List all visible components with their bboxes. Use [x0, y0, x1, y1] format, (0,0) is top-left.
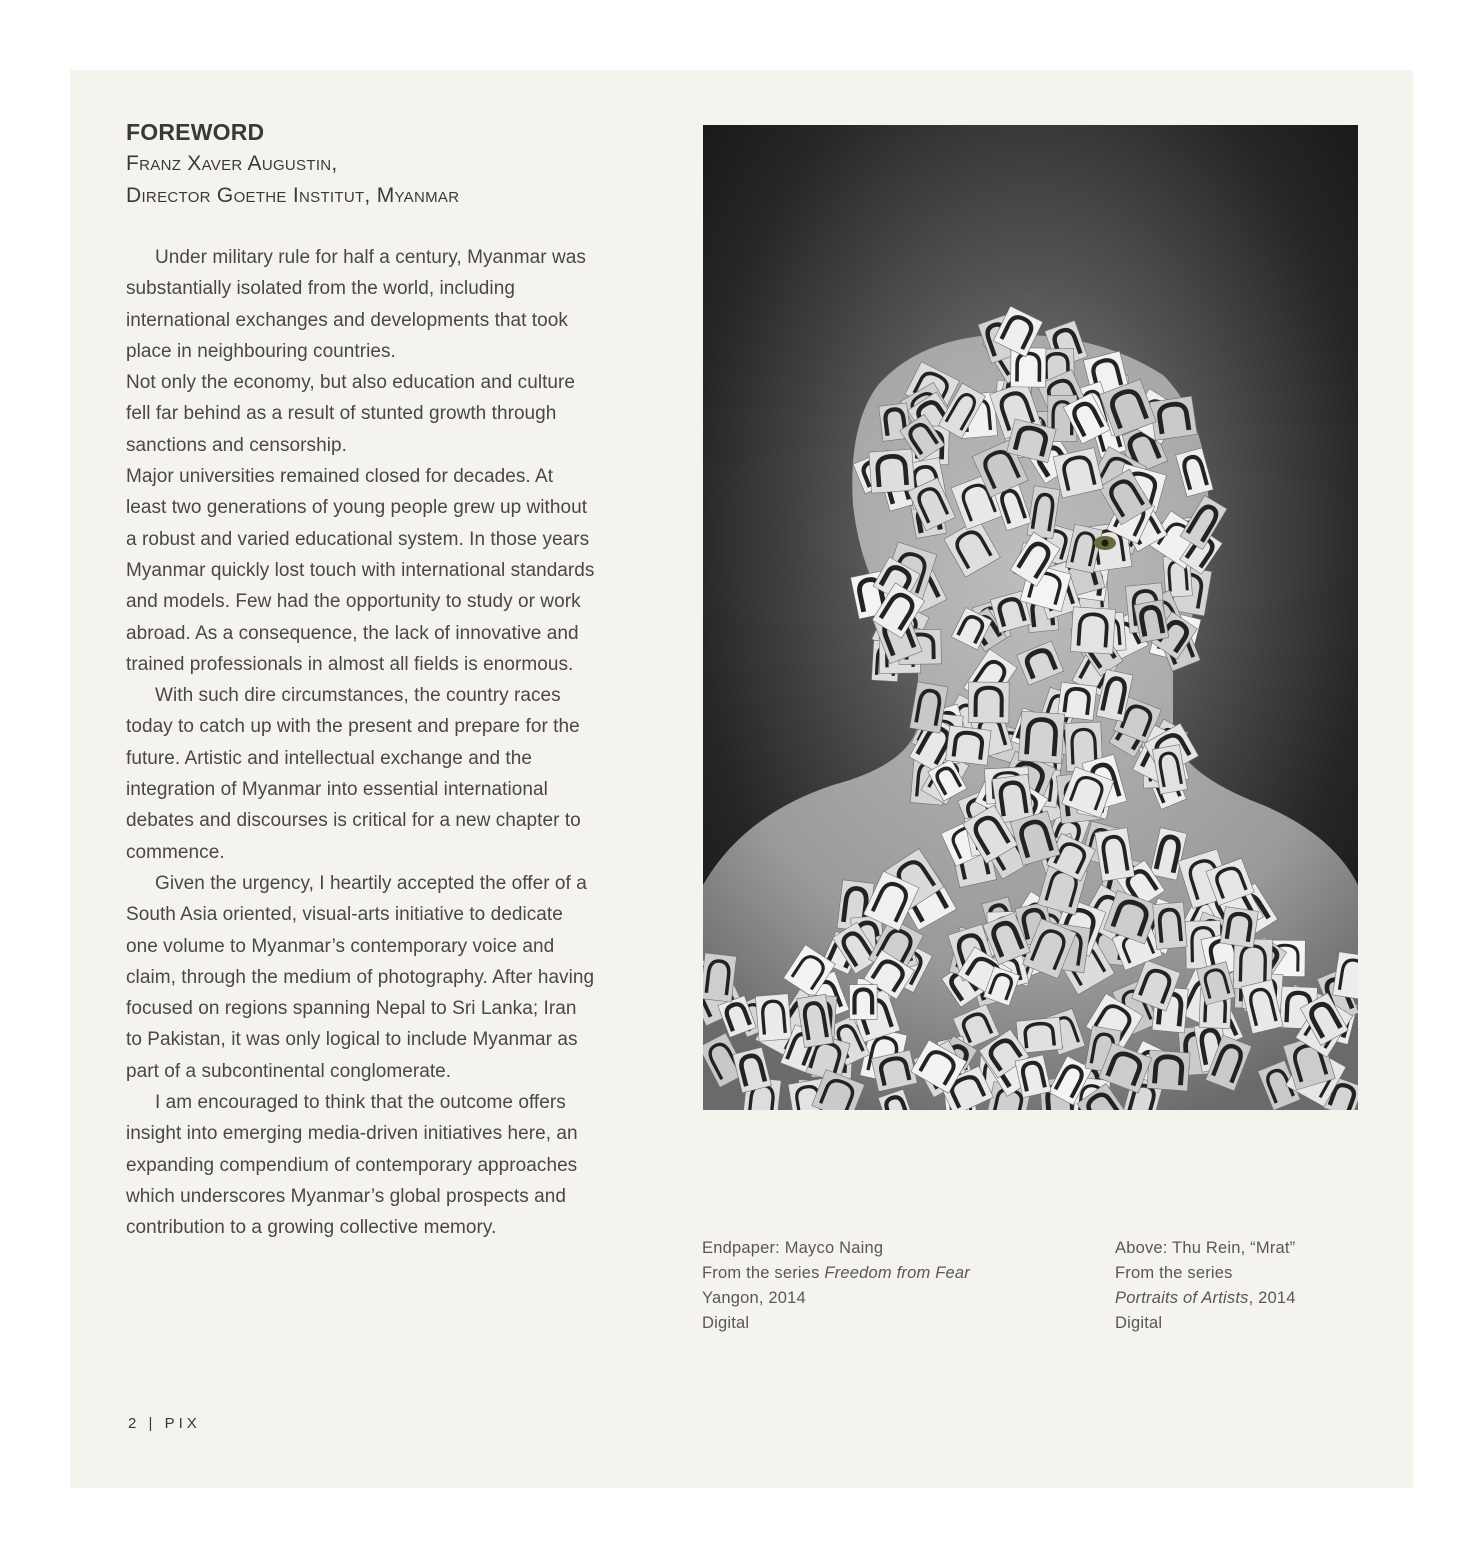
page [70, 70, 1413, 1488]
foreword-column [126, 118, 596, 1244]
author-title: Director Goethe Institut, Myanmar [126, 184, 460, 207]
caption-line: From the series [1115, 1264, 1233, 1282]
series-title: Portraits of Artists [1115, 1289, 1249, 1307]
caption-line: Digital [1115, 1314, 1163, 1332]
portrait-image [703, 125, 1358, 1110]
paragraph: Major universities remained closed for decades. At least two generations of young people grew up without a robust and varied educational system. In those years Myanmar quickly lost touch with international standards and models. Few had the opportunity to study or work abroad. As a consequence, the lack of innovative and trained professionals in almost all fields is enormous. [126, 466, 595, 675]
paragraph: Given the urgency, I heartily accepted the offer of a South Asia oriented, visual-arts initiative to dedicate one volume to Myanmar’s contemporary voice and claim, through the medium of photography. After having focused on regions spanning Nepal to Sri Lanka; Iran to Pakistan, it was only logical to include Myanmar as part of a subcontinental conglomerate. [126, 872, 595, 1082]
paragraph: Under military rule for half a century, Myanmar was substantially isolated from the world, including international exchanges and developments that took place in neighbouring countries. [126, 247, 586, 362]
caption-line [1115, 1286, 1365, 1311]
footer-separator: | [148, 1415, 157, 1432]
page-number: 2 [128, 1415, 141, 1432]
endpaper-caption [702, 1236, 1042, 1336]
paragraph: With such dire circumstances, the country races today to catch up with the present and prepare for the future. Artistic and intellectual exchange and the integration of Myanmar into essential international debates and discourses is critical for a new chapter to commence. [126, 685, 581, 863]
author-byline [126, 148, 596, 212]
page-footer [128, 1415, 201, 1432]
caption-line: Digital [702, 1314, 750, 1332]
caption-text: , 2014 [1248, 1289, 1296, 1307]
author-name: Franz Xaver Augustin, [126, 152, 338, 175]
caption-line: Above: Thu Rein, “Mrat” [1115, 1239, 1296, 1257]
caption-line [702, 1261, 1042, 1286]
photo-caption [1115, 1236, 1365, 1336]
series-title: Freedom from Fear [824, 1264, 970, 1282]
foreword-heading: FOREWORD [126, 119, 265, 145]
caption-line: Yangon, 2014 [702, 1289, 806, 1307]
caption-line: Endpaper: Mayco Naing [702, 1239, 884, 1257]
portrait-photo [703, 125, 1358, 1110]
paragraph: Not only the economy, but also education and culture fell far behind as a result of stunted growth through sanctions and censorship. [126, 372, 576, 456]
publication-name: PIX [164, 1415, 201, 1432]
caption-text: From the series [702, 1264, 825, 1282]
foreword-body [126, 242, 596, 1244]
paragraph: I am encouraged to think that the outcome offers insight into emerging media-driven initiatives here, an expanding compendium of contemporary approaches which underscores Myanmar’s global prospects and contribution to a growing collective memory. [126, 1092, 578, 1239]
